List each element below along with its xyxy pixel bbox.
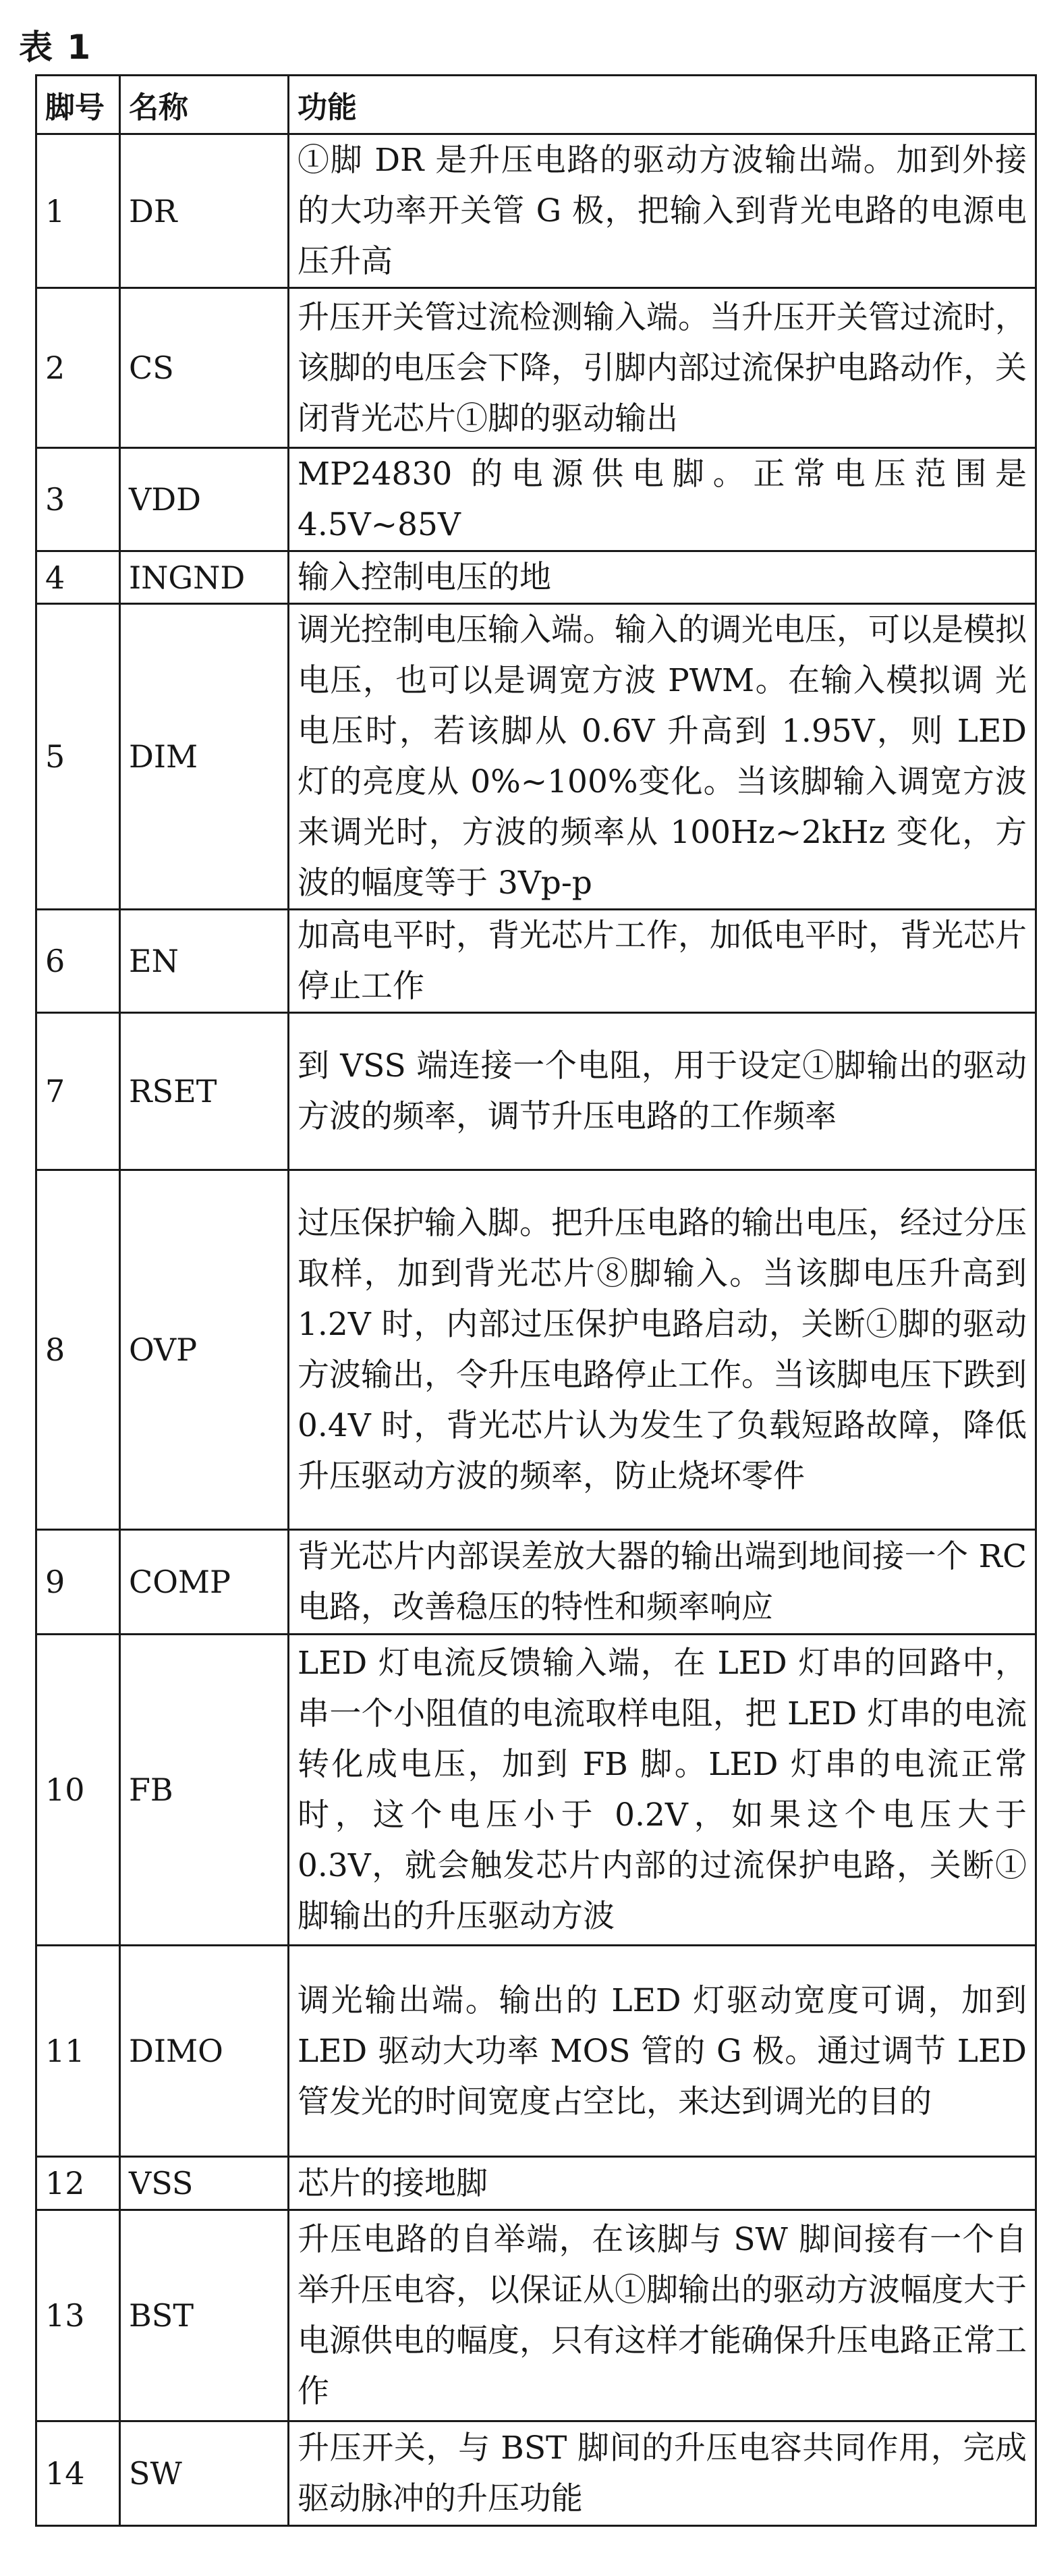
pin-function: 输入控制电压的地 bbox=[289, 551, 1036, 604]
pin-name: VDD bbox=[120, 448, 289, 551]
table-row bbox=[36, 1170, 1036, 1530]
table-row bbox=[36, 910, 1036, 1013]
header-pin: 脚号 bbox=[36, 76, 120, 134]
pin-number: 9 bbox=[36, 1530, 120, 1635]
pin-function: 升压开关管过流检测输入端。当升压开关管过流时，该脚的电压会下降，引脚内部过流保护电路动作，关闭背光芯片①脚的驱动输出 bbox=[289, 288, 1036, 448]
pin-number: 12 bbox=[36, 2157, 120, 2210]
pin-function: 调光控制电压输入端。输入的调光电压，可以是模拟电压，也可以是调宽方波 PWM。在输入模拟调 光电压时，若该脚从 0.6V 升高到 1.95V，则 LED 灯的亮度从 0%~100%变化。当该脚输入调宽方波来调光时，方波的频率从 100Hz~2kHz 变化，方波的幅度等于 3Vp-p bbox=[289, 604, 1036, 910]
pin-name: CS bbox=[120, 288, 289, 448]
pin-function: LED 灯电流反馈输入端，在 LED 灯串的回路中，串一个小阻值的电流取样电阻，把 LED 灯串的电流转化成电压，加到 FB 脚。LED 灯串的电流正常时，这个电压小于 0.2V，如果这个电压大于 0.3V，就会触发芯片内部的过流保护电路，关断①脚输出的升压驱动方波 bbox=[289, 1635, 1036, 1946]
table-row bbox=[36, 1946, 1036, 2157]
pin-name: COMP bbox=[120, 1530, 289, 1635]
header-function: 功能 bbox=[289, 76, 1036, 134]
pin-function: MP24830 的电源供电脚。正常电压范围是 4.5V~85V bbox=[289, 448, 1036, 551]
pin-name: SW bbox=[120, 2421, 289, 2526]
pin-number: 4 bbox=[36, 551, 120, 604]
pin-function: 过压保护输入脚。把升压电路的输出电压，经过分压取样，加到背光芯片⑧脚输入。当该脚电压升高到 1.2V 时，内部过压保护电路启动，关断①脚的驱动方波输出，令升压电路停止工作。当该脚电压下跌到 0.4V 时，背光芯片认为发生了负载短路故障，降低升压驱动方波的频率，防止烧坏零件 bbox=[289, 1170, 1036, 1530]
pin-name: DIM bbox=[120, 604, 289, 910]
pin-function: 芯片的接地脚 bbox=[289, 2157, 1036, 2210]
pin-number: 3 bbox=[36, 448, 120, 551]
table-row bbox=[36, 1635, 1036, 1946]
pin-name: FB bbox=[120, 1635, 289, 1946]
pin-function: ①脚 DR 是升压电路的驱动方波输出端。加到外接的大功率开关管 G 极，把输入到背光电路的电源电压升高 bbox=[289, 134, 1036, 288]
table-row bbox=[36, 134, 1036, 288]
pin-function: 加高电平时，背光芯片工作，加低电平时，背光芯片停止工作 bbox=[289, 910, 1036, 1013]
pin-number: 5 bbox=[36, 604, 120, 910]
table-row bbox=[36, 551, 1036, 604]
pin-name: VSS bbox=[120, 2157, 289, 2210]
table-row bbox=[36, 2157, 1036, 2210]
pin-number: 13 bbox=[36, 2210, 120, 2421]
pin-name: INGND bbox=[120, 551, 289, 604]
table-row bbox=[36, 2210, 1036, 2421]
pin-function: 升压电路的自举端，在该脚与 SW 脚间接有一个自举升压电容，以保证从①脚输出的驱动方波幅度大于电源供电的幅度，只有这样才能确保升压电路正常工作 bbox=[289, 2210, 1036, 2421]
pin-name: RSET bbox=[120, 1013, 289, 1170]
table-row bbox=[36, 1530, 1036, 1635]
table-title: 表 1 bbox=[19, 28, 92, 67]
table-header-row bbox=[36, 76, 1036, 134]
pin-function: 调光输出端。输出的 LED 灯驱动宽度可调，加到 LED 驱动大功率 MOS 管的 G 极。通过调节 LED 管发光的时间宽度占空比，来达到调光的目的 bbox=[289, 1946, 1036, 2157]
table-row bbox=[36, 1013, 1036, 1170]
pin-function: 升压开关，与 BST 脚间的升压电容共同作用，完成驱动脉冲的升压功能 bbox=[289, 2421, 1036, 2526]
table-row bbox=[36, 288, 1036, 448]
pin-name: BST bbox=[120, 2210, 289, 2421]
pin-number: 11 bbox=[36, 1946, 120, 2157]
pin-name: DIMO bbox=[120, 1946, 289, 2157]
table-row bbox=[36, 2421, 1036, 2526]
pin-number: 14 bbox=[36, 2421, 120, 2526]
header-name: 名称 bbox=[120, 76, 289, 134]
pin-function: 背光芯片内部误差放大器的输出端到地间接一个 RC 电路，改善稳压的特性和频率响应 bbox=[289, 1530, 1036, 1635]
pin-name: DR bbox=[120, 134, 289, 288]
pin-number: 7 bbox=[36, 1013, 120, 1170]
pin-number: 8 bbox=[36, 1170, 120, 1530]
pin-number: 2 bbox=[36, 288, 120, 448]
pin-name: OVP bbox=[120, 1170, 289, 1530]
pin-number: 10 bbox=[36, 1635, 120, 1946]
table-row bbox=[36, 604, 1036, 910]
pin-number: 1 bbox=[36, 134, 120, 288]
pin-number: 6 bbox=[36, 910, 120, 1013]
pin-function-table bbox=[35, 74, 1037, 2527]
pin-name: EN bbox=[120, 910, 289, 1013]
table-row bbox=[36, 448, 1036, 551]
pin-function: 到 VSS 端连接一个电阻，用于设定①脚输出的驱动方波的频率，调节升压电路的工作频率 bbox=[289, 1013, 1036, 1170]
